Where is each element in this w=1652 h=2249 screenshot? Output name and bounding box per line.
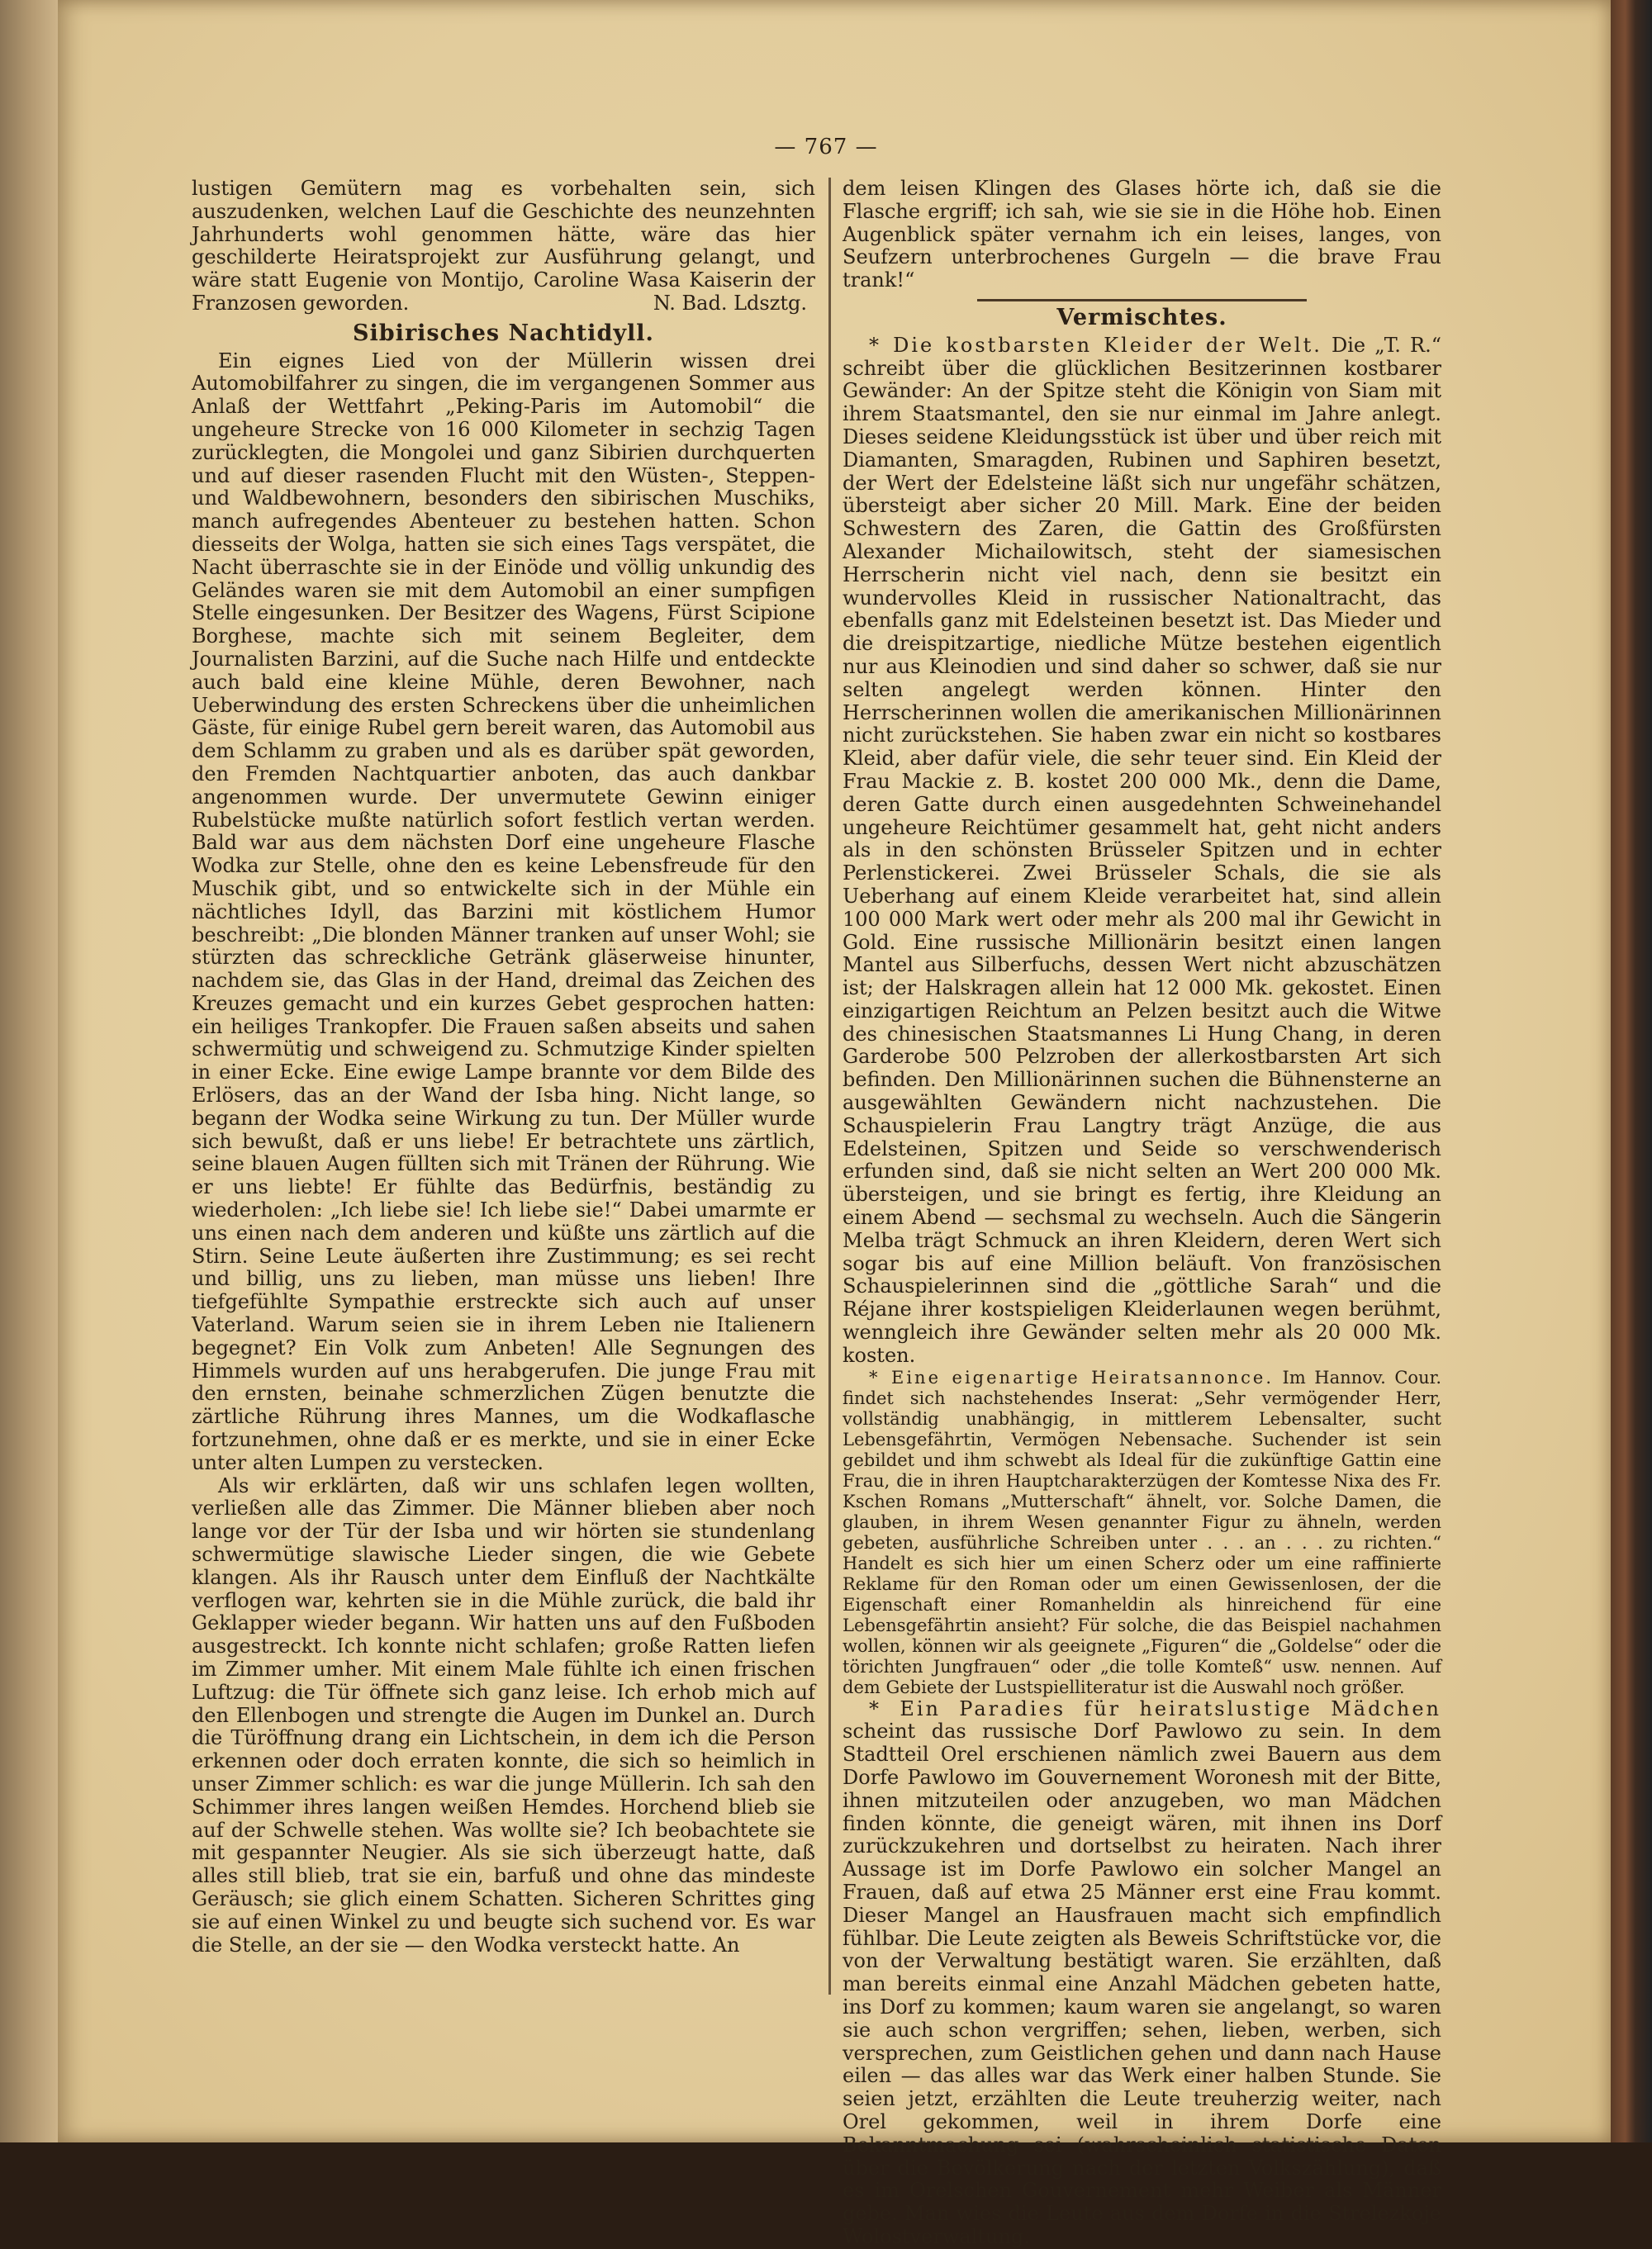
source-attribution: N. Bad. Ldsztg. — [653, 291, 807, 315]
paragraph: dem leisen Klingen des Glases hörte ich, daß sie die Flasche ergriff; ich sah, wie sie sie in die Höhe hob. Einen Augenblick später vernahm ich ein leises, langes, von Seufzern unterbrochenes Gurgeln — die brave Frau trank!“ — [843, 177, 1441, 292]
section-heading: Vermischtes. — [977, 299, 1307, 330]
news-item-text: Die „T. R.“ schreibt über die glücklichen Besitzerinnen kostbarer Gewänder: An der Spitze steht die Königin von Siam mit ihrem Staatsmantel, den sie nur einmal im Jahre anlegt. Dieses seidene Kleidungsstück ist über und über reich mit Diamanten, Smaragden, Rubinen und Saphiren besetzt, der Wert der Edelsteine läßt sich nur ungefähr schätzen, übersteigt aber sicher 20 Mill. Mark. Eine der beiden Schwestern des Zaren, die Gattin des Großfürsten Alexander Michailowitsch, steht der siamesischen Herrscherin nicht viel nach, denn sie besitzt ein wundervolles Kleid in russischer Nationaltracht, das ebenfalls ganz mit Edelsteinen besetzt ist. Das Mieder und die dreispitzartige, niedliche Mütze bestehen eigentlich nur aus Kleinodien und sind daher so schwer, daß sie nur selten angelegt werden können. Hinter den Herrscherinnen wollen die amerikanischen Millionärinnen nicht zurückstehen. Sie haben zwar ein nicht so kostbares Kleid, aber dafür viele, die sehr teuer sind. Ein Kleid der Frau Mackie z. B. kostet 200 000 Mk., denn die Dame, deren Gatte durch einen ausgedehnten Schweinehandel ungeheure Reichtümer gesammelt hat, geht nicht anders als in den schönsten Brüsseler Spitzen und in echter Perlenstickerei. Zwei Brüsseler Schals, die sie als Ueberhang auf einem Kleide verarbeitet hat, sind allein 100 000 Mark wert oder mehr als 200 mal ihr Gewicht in Gold. Eine russische Millionärin besitzt einen langen Mantel aus Silberfuchs, dessen Wert nicht abzuschätzen ist; der Halskragen allein hat 12 000 Mk. gekostet. Einen einzigartigen Reichtum an Pelzen besitzt auch die Witwe des chinesischen Staatsmannes Li Hung Chang, in deren Garderobe 500 Pelzroben der allerkostbarsten Art sich befinden. Den Millionärinnen suchen die Bühnensterne an ausgewählten Gewändern nicht nachzustehen. Die Schauspielerin Frau Langtry trägt Anzüge, die aus Edelsteinen, Spitzen und Seide so verschwenderisch erfunden sind, daß sie nicht selten an Wert 200 000 Mk. übersteigen, und sie bringt es fertig, ihre Kleidung an einem Abend — sechsmal zu wechseln. Auch die Sängerin Melba trägt Schmuck an ihren Kleidern, deren Wert sich sogar bis auf eine Million beläuft. Von französischen Schauspielerinnen sind die „göttliche Sarah“ und die Réjane ihrer kostspieligen Kleiderlaunen wegen berühmt, wenngleich ihre Gewänder selten mehr als 20 000 Mk. kosten. — [843, 333, 1441, 1367]
news-item — [843, 1698, 1441, 2249]
book-cover-edge — [1611, 0, 1652, 2142]
right-column — [843, 177, 1442, 2248]
paragraph: Als wir erklärten, daß wir uns schlafen legen wollten, verließen alle das Zimmer. Die Männer blieben aber noch lange vor der Tür der Isba und wir hörten sie stundenlang schwermütige slawische Lieder singen, die wie Gebete klangen. Als ihr Rausch unter dem Einfluß der Nachtkälte verflogen war, kehrten sie in die Mühle zurück, die bald ihr Geklapper wieder begann. Wir hatten uns auf den Fußboden ausgestreckt. Ich konnte nicht schlafen; große Ratten liefen im Zimmer umher. Mit einem Male fühlte ich einen frischen Luftzug: die Tür öffnete sich ganz leise. Ich erhob mich auf den Ellenbogen und strengte die Augen im Dunkel an. Durch die Türöffnung drang ein Lichtschein, in dem ich die Person erkennen oder doch erraten konnte, die sich so heimlich in unser Zimmer schlich: es war die junge Müllerin. Ich sah den Schimmer ihres langen weißen Hemdes. Horchend blieb sie auf der Schwelle stehen. Was wollte sie? Ich beobachtete sie mit gespannter Neugier. Als sie sich überzeugt hatte, daß alles still blieb, trat sie ein, barfuß und ohne das mindeste Geräusch; sie glich einem Schatten. Sicheren Schrittes ging sie auf einen Winkel zu und beugte sich suchend vor. Es war die Stelle, an der sie — den Wodka versteckt hatte. An — [192, 1473, 815, 1957]
paragraph: Ein eignes Lied von der Müllerin wissen drei Automobilfahrer zu singen, die im vergangenen Sommer aus Anlaß der Wettfahrt „Peking-Paris im Automobil“ die ungeheure Strecke von 16 000 Kilometer in sechzig Tagen zurücklegten, die Mongolei und ganz Sibirien durchquerten und auf dieser rasenden Flucht mit den Wüsten-, Steppen- und Waldbewohnern, besonders den sibirischen Muschiks, manch aufregendes Abenteuer zu bestehen hatten. Schon diesseits der Wolga, hatten sie sich eines Tags verspätet, die Nacht überraschte sie in der Einöde und völlig unkundig des Geländes waren sie mit dem Automobil an einer sumpfigen Stelle eingesunken. Der Besitzer des Wagens, Fürst Scipione Borghese, machte sich mit seinem Begleiter, dem Journalisten Barzini, auf die Suche nach Hilfe und entdeckte auch bald eine kleine Mühle, deren Bewohner, nach Ueberwindung des ersten Schreckens über die unheimlichen Gäste, für einige Rubel gern bereit waren, das Automobil aus dem Schlamm zu graben und als es darüber spät geworden, den Fremden Nachtquartier anboten, das auch dankbar angenommen wurde. Der unvermutete Gewinn einiger Rubelstücke mußte natürlich sofort festlich vertan werden. Bald war aus dem nächsten Dorf eine ungeheure Flasche Wodka zur Stelle, ohne den es keine Lebensfreude für den Muschik gibt, und so entwickelte sich in der Mühle ein nächtliches Idyll, das Barzini mit köstlichem Humor beschreibt: „Die blonden Männer tranken auf unser Wohl; sie stürzten das schreckliche Getränk gläserweise hinunter, nachdem sie, das Glas in der Hand, dreimal das Zeichen des Kreuzes gemacht und ein kurzes Gebet gesprochen hatten: ein heiliges Trankopfer. Die Frauen saßen abseits und sahen schwermütig und schweigend zu. Schmutzige Kinder spielten in einer Ecke. Eine ewige Lampe brannte vor dem Bilde des Erlösers, das an der Wand der Isba hing. Nicht lange, so begann der Wodka seine Wirkung zu tun. Der Müller wurde sich bewußt, daß er uns liebe! Er betrachtete uns zärtlich, seine blauen Augen füllten sich mit Tränen der Rührung. Wie er uns liebte! Er fühlte das Bedürfnis, beständig zu wiederholen: „Ich liebe sie! Ich liebe sie!“ Dabei umarmte er uns einen nach dem anderen und küßte uns zärtlich auf die Stirn. Seine Leute äußerten ihre Zustimmung; es sei recht und billig, uns zu lieben, man müsse uns lieben! Ihre tiefgefühlte Sympathie erstreckte sich auch auf unser Vaterland. Warum seien sie in ihrem Leben nie Italienern begegnet? Ein Volk zum Anbeten! Alle Segnungen des Himmels wurden auf uns herabgerufen. Die junge Frau mit den ernsten, beinahe schmerzlichen Zügen benutzte die zärtliche Rührung ihres Mannes, um die Wodkaflasche fortzunehmen, ohne daß er es merkte, und sie in einer Ecke unter alten Lumpen zu verstecken. — [192, 349, 815, 1474]
news-item-text: Im Hannov. Cour. findet sich nachstehendes Inserat: „Sehr vermögender Herr, vollständig unabhängig, in mittlerem Lebensalter, sucht Lebensgefährtin, Vermögen Nebensache. Suchender ist sein gebildet und ihm schwebt als Ideal für die zukünftige Gattin eine Frau, die in ihren Hauptcharakterzügen der Komtesse Nixa des Fr. Kschen Romans „Mutterschaft“ ähnelt, vor. Solche Damen, die glauben, in ihrem Wesen genannter Figur zu ähneln, werden gebeten, ausführliche Schreiben unter . . . an . . . zu richten.“ Handelt es sich hier um einen Scherz oder um eine raffinierte Reklame für den Roman oder um einen Gewissenlosen, der die Eigenschaft einer Romanheldin als hinreichend für eine Lebensgefährtin ansieht? Für solche, die das Beispiel nachahmen wollen, können wir als geeignete „Figuren“ die „Goldelse“ oder die törichten Jungfrauen“ oder „die tolle Komteß“ usw. nennen. Auf dem Gebiete der Lustspielliteratur ist die Auswahl noch größer. — [843, 1367, 1442, 1697]
news-item-text: scheint das russische Dorf Pawlowo zu sein. In dem Stadtteil Orel erschienen nämlich zwei Bauern aus dem Dorfe Pawlowo im Gouvernement Woronesh mit der Bitte, ihnen mitzuteilen oder anzugeben, wo man Mädchen finden könnte, die geneigt wären, mit ihnen ins Dorf zurückzukehren und dortselbst zu heiraten. Nach ihrer Aussage ist im Dorfe Pawlowo ein solcher Mangel an Frauen, daß auf etwa 25 Männer erst eine Frau kommt. Dieser Mangel an Hausfrauen macht sich empfindlich fühlbar. Die Leute zeigten als Beweis Schriftstücke vor, die von der Verwaltung bestätigt waren. Sie erzählten, daß man bereits einmal eine Anzahl Mädchen gebeten hatte, ins Dorf zu kommen; kaum waren sie angelangt, so waren sie auch schon vergriffen; sehen, lieben, werben, sich versprechen, zum Geistlichen gehen und dann nach Hause eilen — das alles war das Werk einer halben Stunde. Sie seien jetzt, erzählten die Leute treuherzig weiter, nach Orel gekommen, weil in ihrem Dorfe eine Bekanntmachung sei (wahrscheinlich statistische Daten über die Bevölkerung nach der letzten Volkszählung), daß es im Orelschen Gouvernement mehr Weiber als Männer gebe. Man wies die Leute aus dem Dorfe in die Strelezkoje Wolostverwaltung. — [843, 1720, 1441, 2248]
left-column — [192, 178, 815, 2028]
news-item-title: * Eine eigenartige Heiratsannonce. — [869, 1367, 1275, 1388]
book-gutter — [0, 0, 58, 2142]
article-heading: Sibirisches Nachtidyll. — [353, 320, 654, 346]
column-divider — [828, 178, 831, 1995]
news-item-title: * Die kostbarsten Kleider der Welt. — [869, 333, 1322, 357]
news-item — [843, 335, 1441, 1368]
page-number: — 767 — — [774, 135, 878, 159]
news-item — [843, 1368, 1441, 1698]
paragraph-text: lustigen Gemütern mag es vorbehalten sein, sich auszudenken, welchen Lauf die Geschichte des neunzehnten Jahrhunderts wohl genommen hätte, wäre das hier geschilderte Heiratsprojekt zur Ausführung gelangt, und wäre statt Eugenie von Montijo, Caroline Wasa Kaiserin der Franzosen geworden. — [192, 177, 815, 315]
paragraph — [192, 178, 815, 316]
news-item-title: * Ein Paradies für heiratslustige Mädchen — [869, 1696, 1441, 1720]
